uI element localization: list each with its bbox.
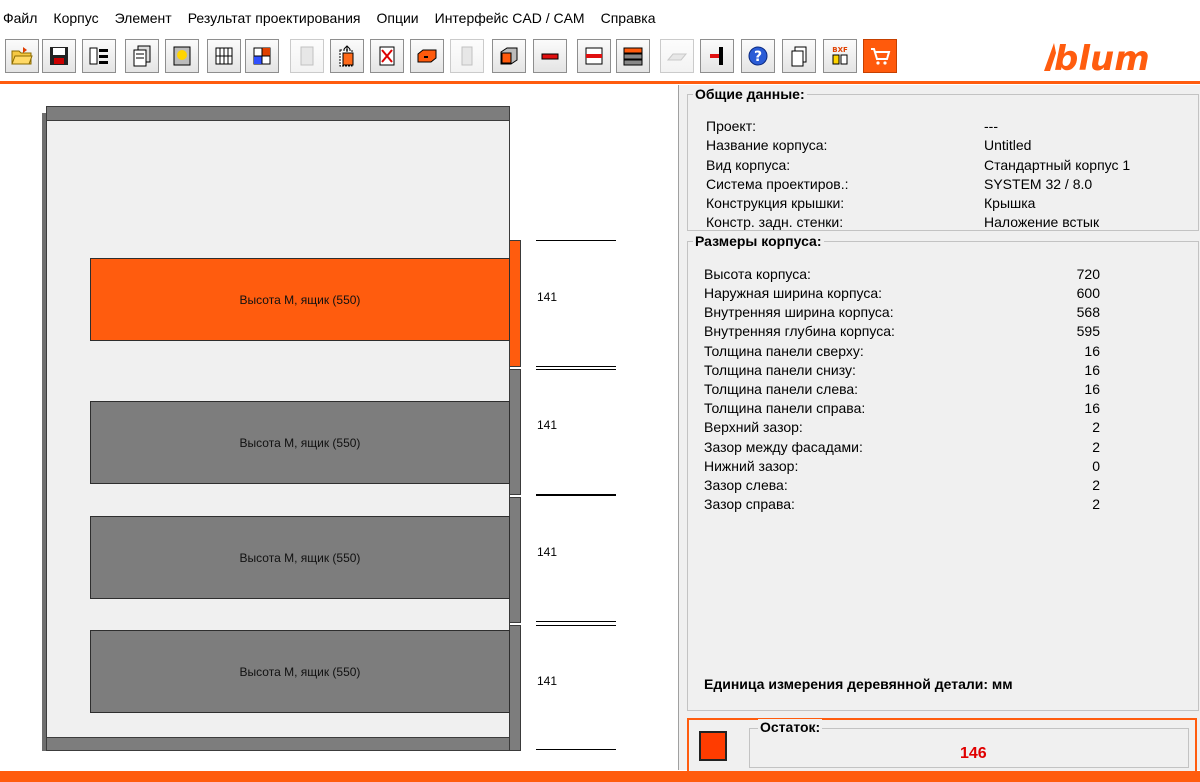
dimension-row	[679, 381, 1200, 400]
dimension-value: 16	[1084, 362, 1100, 378]
toolbar	[0, 37, 1200, 81]
cabinet-light-button[interactable]	[165, 39, 199, 73]
dimension-row	[679, 400, 1200, 419]
general-row-back-construction	[688, 214, 1198, 233]
dimension-line	[536, 621, 616, 622]
save-button[interactable]	[42, 39, 76, 73]
drawer-front-edge-2[interactable]	[509, 369, 521, 495]
cabinet-drawing[interactable]	[0, 85, 678, 770]
general-value: SYSTEM 32 / 8.0	[984, 176, 1093, 192]
menu-element[interactable]: Элемент	[114, 10, 172, 26]
rest-value: 146	[960, 745, 987, 762]
dimension-line	[536, 625, 616, 626]
drawer-box-icon	[497, 44, 521, 68]
rest-title: Остаток:	[760, 719, 821, 735]
svg-text:BXF: BXF	[832, 46, 848, 54]
dimension-line	[536, 366, 616, 367]
dimension-label: Внутренняя глубина корпуса:	[704, 323, 895, 339]
panel-button[interactable]	[290, 39, 324, 73]
help-icon	[746, 44, 770, 68]
shelf-red-icon	[538, 44, 562, 68]
info-panel	[678, 85, 1200, 770]
grid-button[interactable]	[207, 39, 241, 73]
general-label: Констр. задн. стенки:	[706, 214, 844, 230]
rest-color-swatch[interactable]	[699, 731, 727, 761]
multi-drawer-icon	[621, 44, 645, 68]
drawer-button[interactable]	[410, 39, 444, 73]
drawer-height-label: 141	[537, 290, 558, 304]
general-value: Крышка	[984, 195, 1036, 211]
dimension-row	[679, 285, 1200, 304]
dimension-value: 568	[1076, 304, 1100, 320]
cart-button[interactable]	[863, 39, 897, 73]
general-data-title: Общие данные:	[695, 86, 805, 102]
dimension-label: Зазор слева:	[704, 477, 788, 493]
general-value: Наложение встык	[984, 214, 1100, 230]
open-button[interactable]	[5, 39, 39, 73]
dimension-label: Наружная ширина корпуса:	[704, 285, 883, 301]
unit-of-measure: Единица измерения деревянной детали: мм	[704, 676, 1013, 692]
general-data-group	[687, 86, 1199, 231]
dimension-label: Нижний зазор:	[704, 458, 799, 474]
menu-file[interactable]: Файл	[3, 10, 38, 26]
divider-button[interactable]	[577, 39, 611, 73]
hinge-button[interactable]	[700, 39, 734, 73]
general-label: Проект:	[706, 118, 757, 134]
general-value: Untitled	[984, 137, 1032, 153]
dimension-value: 720	[1076, 266, 1100, 282]
copy-button[interactable]	[782, 39, 816, 73]
menu-help[interactable]: Справка	[600, 10, 656, 26]
dimension-row	[679, 419, 1200, 438]
dimension-row	[679, 266, 1200, 285]
multi-drawer-button[interactable]	[616, 39, 650, 73]
dimension-line	[536, 369, 616, 370]
dimension-label: Толщина панели справа:	[704, 400, 866, 416]
insert-panel-button[interactable]	[330, 39, 364, 73]
copy-pages-button[interactable]	[125, 39, 159, 73]
cabinet-list-icon	[87, 44, 111, 68]
door-disabled-icon	[455, 44, 479, 68]
cabinet-bottom-panel	[46, 737, 510, 751]
dimension-row	[679, 477, 1200, 496]
general-label: Система проектиров.:	[706, 176, 849, 192]
grid-color-icon	[250, 44, 274, 68]
svg-text:?: ?	[753, 49, 763, 65]
dimension-label: Высота корпуса:	[704, 266, 811, 282]
general-row-top-construction	[688, 195, 1198, 214]
dimension-row	[679, 362, 1200, 381]
dimension-label: Толщина панели слева:	[704, 381, 859, 397]
dimension-value: 2	[1092, 419, 1100, 435]
cart-icon	[868, 44, 892, 68]
general-label: Название корпуса:	[706, 137, 828, 153]
door-button[interactable]	[450, 39, 484, 73]
dimension-value: 0	[1092, 458, 1100, 474]
drawer-height-label: 141	[537, 674, 558, 688]
dimension-row	[679, 496, 1200, 515]
grid-color-button[interactable]	[245, 39, 279, 73]
menu-design-result[interactable]: Результат проектирования	[187, 10, 361, 26]
dimension-row	[679, 323, 1200, 342]
drawer-box-button[interactable]	[492, 39, 526, 73]
dimension-line	[536, 240, 616, 241]
drawer-front-edge-1[interactable]	[509, 240, 521, 367]
shelf-button[interactable]	[533, 39, 567, 73]
dimensions-title: Размеры корпуса:	[695, 233, 822, 249]
svg-text:blum: blum	[1054, 39, 1150, 77]
board-button[interactable]	[660, 39, 694, 73]
general-row-system	[688, 176, 1198, 195]
divider-icon	[582, 44, 606, 68]
dimension-value: 2	[1092, 439, 1100, 455]
board-disabled-icon	[665, 44, 689, 68]
panel-disabled-icon	[295, 44, 319, 68]
dimension-row	[679, 439, 1200, 458]
general-row-cabinet-type	[688, 157, 1198, 176]
blum-logo	[1040, 37, 1190, 77]
menu-options[interactable]: Опции	[376, 10, 419, 26]
cabinet-top-panel	[46, 106, 510, 121]
drawer-height-label: 141	[537, 418, 558, 432]
cabinet-list-button[interactable]	[82, 39, 116, 73]
dimension-value: 2	[1092, 477, 1100, 493]
dimension-value: 600	[1076, 285, 1100, 301]
drawer-4[interactable]: Высота M, ящик (550)	[90, 630, 510, 713]
dimension-line	[536, 494, 616, 496]
drawer-3[interactable]: Высота M, ящик (550)	[90, 516, 510, 599]
copy-pages-icon	[130, 44, 154, 68]
cabinet-light-icon	[170, 44, 194, 68]
dimension-label: Зазор между фасадами:	[704, 439, 863, 455]
rest-panel	[687, 718, 1197, 773]
copy-icon	[787, 44, 811, 68]
open-folder-icon	[10, 44, 34, 68]
hinge-icon	[705, 44, 729, 68]
menu-cad-cam[interactable]: Интерфейс CAD / CAM	[434, 10, 585, 26]
dimension-label: Толщина панели сверху:	[704, 343, 864, 359]
menu-bar	[0, 0, 1200, 37]
delete-front-button[interactable]	[370, 39, 404, 73]
rest-group	[749, 719, 1189, 768]
dimension-row	[679, 304, 1200, 323]
save-icon	[47, 44, 71, 68]
drawer-height-label: 141	[537, 545, 558, 559]
dimension-value: 16	[1084, 343, 1100, 359]
drawer-front-edge-3[interactable]	[509, 497, 521, 623]
dimension-row	[679, 458, 1200, 477]
dimension-label: Толщина панели снизу:	[704, 362, 856, 378]
dimension-value: 16	[1084, 381, 1100, 397]
help-button[interactable]	[741, 39, 775, 73]
drawer-icon	[415, 44, 439, 68]
dimension-value: 595	[1076, 323, 1100, 339]
dimension-line	[536, 749, 616, 750]
drawer-2[interactable]: Высота M, ящик (550)	[90, 401, 510, 484]
general-value: Стандартный корпус 1	[984, 157, 1131, 173]
drawer-1[interactable]: Высота M, ящик (550)	[90, 258, 510, 341]
toolbar-separator	[0, 81, 1200, 84]
dimension-value: 16	[1084, 400, 1100, 416]
insert-panel-icon	[335, 44, 359, 68]
dimension-label: Внутренняя ширина корпуса:	[704, 304, 894, 320]
bottom-status-bar	[0, 771, 1200, 782]
general-label: Конструкция крышки:	[706, 195, 845, 211]
delete-front-icon	[375, 44, 399, 68]
drawer-front-edge-4[interactable]	[509, 625, 521, 751]
dimension-row	[679, 343, 1200, 362]
general-value: ---	[984, 118, 998, 134]
menu-cabinet[interactable]: Корпус	[53, 10, 99, 26]
general-row-project	[688, 118, 1198, 137]
dimension-label: Зазор справа:	[704, 496, 795, 512]
grid-icon	[212, 44, 236, 68]
dimension-label: Верхний зазор:	[704, 419, 803, 435]
dimension-value: 2	[1092, 496, 1100, 512]
bxf-export-icon	[828, 44, 852, 68]
bxf-export-button[interactable]	[823, 39, 857, 73]
general-label: Вид корпуса:	[706, 157, 791, 173]
general-row-cabinet-name	[688, 137, 1198, 156]
